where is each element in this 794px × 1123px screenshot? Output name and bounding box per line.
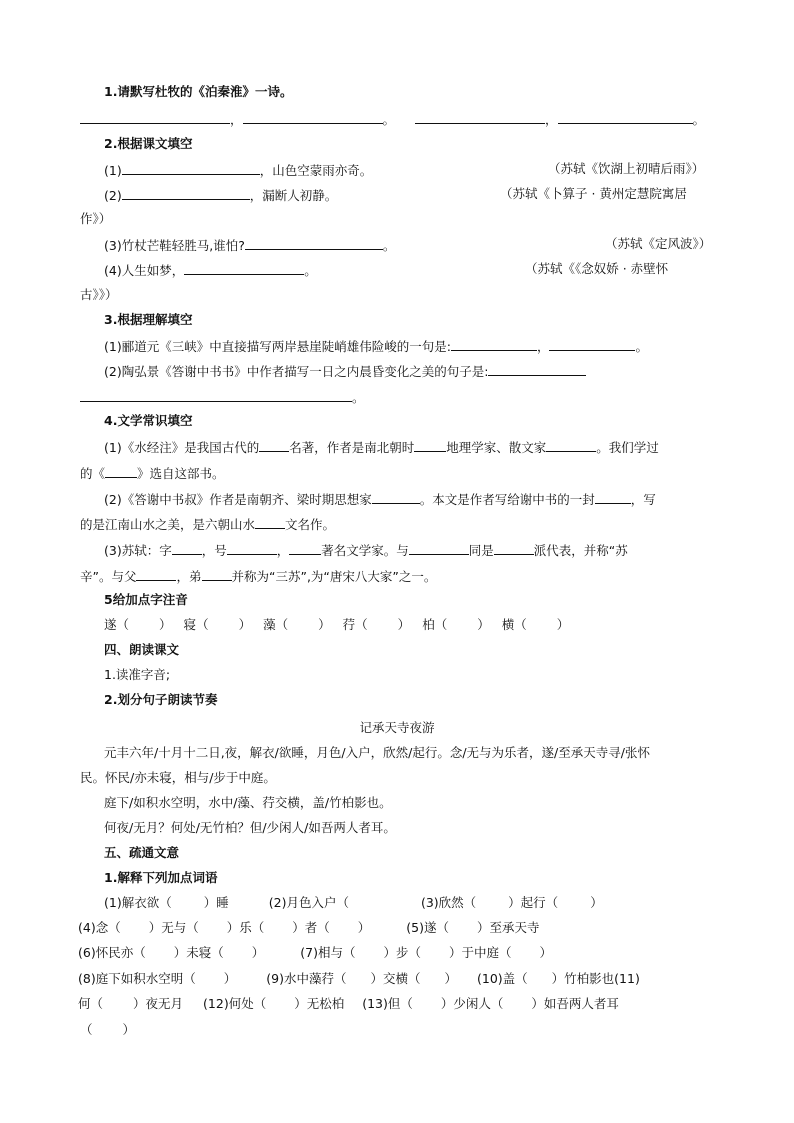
section-4-item-2: 2.划分句子朗读节奏	[104, 692, 218, 707]
vocab-row-4: (8)庭下如积水空明（ ） (9)水中藻荇（ ）交横（ ） (10)盖（ ）竹柏影也(11)	[78, 971, 640, 986]
q5-heading: 5给加点字注音	[104, 592, 188, 607]
blank[interactable]	[488, 362, 586, 376]
blank[interactable]	[451, 337, 537, 351]
blank[interactable]	[494, 541, 534, 555]
q2-source-4-cont: 古》》）	[80, 287, 118, 302]
passage-line-3: 庭下/如积水空明，水中/藻、荇交横，盖/竹柏影也。	[104, 795, 392, 810]
q1-heading: 1.请默写杜牧的《泊秦淮》一诗。	[104, 84, 293, 99]
blank[interactable]	[558, 110, 693, 124]
blank[interactable]	[80, 388, 352, 402]
vocab-row-3: (6)怀民亦（ ）未寝（ ） (7)相与（ ）步（ ）于中庭（ ）	[78, 945, 553, 960]
blank[interactable]	[227, 541, 277, 555]
blank[interactable]	[202, 567, 232, 581]
blank[interactable]	[289, 541, 321, 555]
q2-source-2: （苏轼《卜算子 · 黄州定慧院寓居	[500, 186, 687, 201]
q5-char: 藻	[263, 617, 276, 632]
blank[interactable]	[595, 490, 631, 504]
q2-item-4: (4)人生如梦， 。	[104, 263, 317, 278]
blank[interactable]	[372, 490, 420, 504]
section-4-item-1: 1.读准字音;	[104, 667, 171, 682]
q2-source-4: （苏轼《《念奴娇 · 赤壁怀	[525, 261, 669, 276]
blank[interactable]	[245, 236, 383, 250]
q2-source-3: （苏轼《定风波》）	[605, 236, 712, 251]
q4-p2-line1: (2)《答谢中书叔》作者是南朝齐、梁时期思想家 。本文是作者写给谢中书的一封 ，写	[104, 492, 656, 507]
q5-char: 柏	[422, 617, 435, 632]
passage-line-2: 民。怀民/亦未寝，相与/步于中庭。	[80, 770, 276, 785]
q4-p2-line2: 的是江南山水之美，是六朝山水 文名作。	[80, 517, 336, 532]
q5-char: 遂	[104, 617, 117, 632]
q2-source-2-cont: 作》）	[80, 211, 112, 226]
q4-heading: 4.文学常识填空	[104, 413, 193, 428]
blank[interactable]	[172, 541, 202, 555]
q5-chars: 遂（ ） 寝（ ） 藻（ ） 荇（ ） 柏（ ） 横（ ）	[104, 617, 570, 632]
section-4-heading: 四、朗读课文	[104, 642, 180, 657]
q3-heading: 3.根据理解填空	[104, 312, 193, 327]
q1-answer-line: ， 。 ， 。	[80, 110, 705, 128]
passage-title: 记承天寺夜游	[359, 720, 435, 735]
section-5-subheading: 1.解释下列加点词语	[104, 870, 218, 885]
q2-item-2: (2) ，漏断人初静。	[104, 188, 338, 203]
blank[interactable]	[409, 541, 469, 555]
vocab-row-5: 何（ ）夜无月 (12)何处（ ）无松柏 (13)但（ ）少闲人（ ）如吾两人者耳	[78, 996, 619, 1011]
passage-line-4: 何夜/无月？何处/无竹柏？但/少闲人/如吾两人者耳。	[104, 820, 396, 835]
q3-item-1: (1)郦道元《三峡》中直接描写两岸悬崖陡峭雄伟险峻的一句是: ， 。	[104, 339, 648, 354]
blank[interactable]	[122, 161, 260, 175]
q3-item-2: (2)陶弘景《答谢中书书》中作者描写一日之内晨昏变化之美的句子是:	[104, 362, 586, 380]
q2-source-1: （苏轼《饮湖上初晴后雨》）	[548, 161, 705, 176]
blank[interactable]	[122, 186, 250, 200]
blank[interactable]	[184, 261, 304, 275]
q5-char: 荇	[342, 617, 356, 632]
q2-item-3: (3)竹杖芒鞋轻胜马,谁怕? 。	[104, 238, 396, 253]
blank[interactable]	[255, 515, 285, 529]
q2-heading: 2.根据课文填空	[104, 136, 193, 151]
q4-p3-line1: (3)苏轼：字 ，号 ， 著名文学家。与 同是 派代表，并称“苏	[104, 543, 628, 558]
q5-char: 寝	[183, 617, 197, 632]
q3-item-2-cont: 。	[80, 388, 365, 406]
blank[interactable]	[549, 337, 635, 351]
passage-line-1: 元丰六年/十月十二日,夜，解衣/欲睡，月色/入户，欣然/起行。念/无与为乐者，遂/至承天寺寻/张怀	[104, 745, 650, 760]
blank[interactable]	[546, 438, 596, 452]
blank[interactable]	[105, 464, 137, 478]
vocab-row-6: （ ）	[80, 1022, 136, 1037]
section-5-heading: 五、疏通文意	[104, 845, 180, 860]
q5-char: 横	[501, 617, 515, 632]
blank[interactable]	[243, 110, 383, 124]
q2-item-1: (1) ，山色空蒙雨亦奇。	[104, 163, 373, 178]
q4-p1-line2: 的《 》选自这部书。	[80, 466, 225, 481]
q4-p3-line2: 辛”。与父 ，弟 并称为“三苏”,为“唐宋八大家”之一。	[80, 569, 437, 584]
blank[interactable]	[415, 110, 545, 124]
vocab-row-2: (4)念（ ）无与（ ）乐（ ）者（ ） (5)遂（ ）至承天寺	[78, 920, 540, 935]
q4-p1-line1: (1)《水经注》是我国古代的 名著，作者是南北朝时 地理学家、散文家 。我们学过	[104, 440, 659, 455]
blank[interactable]	[259, 438, 289, 452]
blank[interactable]	[414, 438, 446, 452]
vocab-row-1: (1)解衣欲（ ）睡 (2)月色入户（ (3)欣然（ ）起行（ ）	[104, 895, 603, 910]
blank[interactable]	[136, 567, 176, 581]
blank[interactable]	[80, 110, 230, 124]
